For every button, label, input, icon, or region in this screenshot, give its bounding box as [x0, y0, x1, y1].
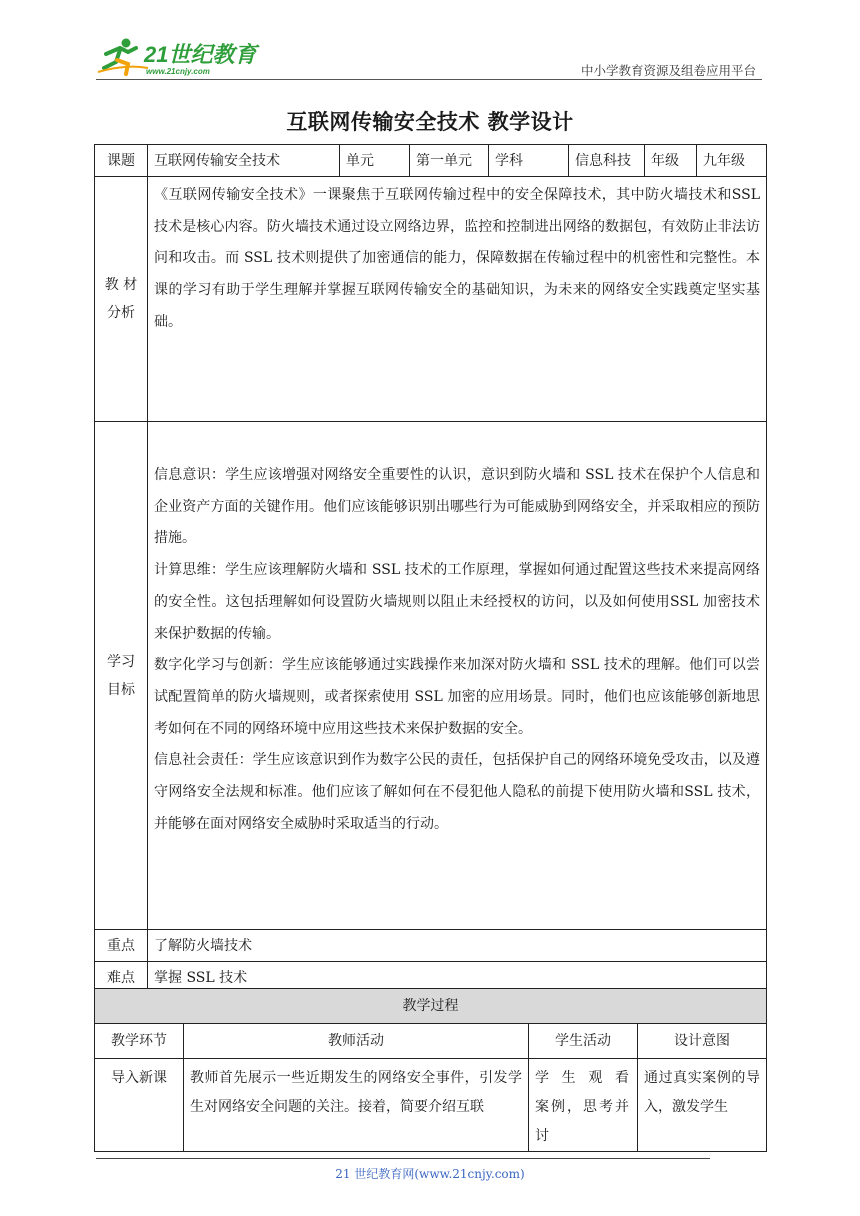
column-header: 教学环节: [95, 1024, 184, 1059]
material-label: 教 材 分析: [95, 177, 148, 422]
key-point-label: 重点: [95, 930, 148, 962]
goal-paragraph: 数字化学习与创新：学生应该能够通过实践操作来加深对防火墙和 SSL 技术的理解。他们可以尝试配置简单的防火墙规则，或者探索使用 SSL 加密的应用场景。同时，他们也应该能够创新地思考如何在不同的网络环境中应用这些技术来保护数据的安全。: [154, 657, 760, 737]
goal-paragraph: 计算思维：学生应该理解防火墙和 SSL 技术的工作原理，掌握如何通过配置这些技术来提高网络的安全性。这包括理解如何设置防火墙规则以阻止未经授权的访问，以及如何使用SSL 加密技术来保护数据的传输。: [154, 562, 760, 642]
course-label: 课题: [95, 145, 148, 177]
goals-label: 学习 目标: [95, 422, 148, 930]
footer-divider: [96, 1158, 710, 1159]
grade-value: 九年级: [697, 145, 767, 177]
learning-goals: [148, 422, 767, 930]
teaching-process-table: [94, 988, 767, 1152]
document-title: 互联网传输安全技术 教学设计: [286, 109, 574, 134]
svg-text:21世纪教育: 21世纪教育: [144, 42, 257, 67]
platform-name: 中小学教育资源及组卷应用平台: [580, 63, 756, 78]
key-point-value: 了解防火墙技术: [148, 930, 767, 962]
site-logo: [96, 36, 266, 78]
column-header: 教师活动: [184, 1024, 529, 1059]
key-point-row: [95, 930, 767, 962]
difficult-point-value: 掌握 SSL 技术: [148, 962, 767, 994]
goal-paragraph: 信息社会责任：学生应该意识到作为数字公民的责任，包括保护自己的网络环境免受攻击，以及遵守网络安全法规和标准。他们应该了解如何在不侵犯他人隐私的前提下使用防火墙和SSL 技术，并能够在面对网络安全威胁时采取适当的行动。: [154, 752, 760, 832]
svg-text:www.21cnjy.com: www.21cnjy.com: [146, 67, 210, 76]
column-header: 学生活动: [529, 1024, 638, 1059]
unit-label: 单元: [340, 145, 410, 177]
header-divider: [96, 79, 762, 80]
unit-value: 第一单元: [410, 145, 489, 177]
material-text: 《互联网传输安全技术》一课聚焦于互联网传输过程中的安全保障技术，其中防火墙技术和SSL 技术是核心内容。防火墙技术通过设立网络边界，监控和控制进出网络的数据包，有效防止非法访问和攻击。而 SSL 技术则提供了加密通信的能力，保障数据在传输过程中的机密性和完整性。本课的学习有助于学生理解并掌握互联网传输安全的基础知识，为未来的网络安全实践奠定坚实基础。: [154, 187, 760, 330]
runner-icon: [96, 36, 266, 78]
difficult-point-label: 难点: [95, 962, 148, 994]
lesson-info-table: [94, 144, 767, 994]
column-header: 设计意图: [638, 1024, 767, 1059]
design-intent-cell: 通过真实案例的导入，激发学生: [638, 1059, 767, 1152]
stage-cell: 导入新课: [95, 1059, 184, 1152]
subject-label: 学科: [489, 145, 569, 177]
course-value: 互联网传输安全技术: [148, 145, 340, 177]
grade-label: 年级: [645, 145, 697, 177]
subject-value: 信息科技: [569, 145, 645, 177]
goal-paragraph: 信息意识：学生应该增强对网络安全重要性的认识，意识到防火墙和 SSL 技术在保护个人信息和企业资产方面的关键作用。他们应该能够识别出哪些行为可能威胁到网络安全，并采取相应的预防措施。: [154, 467, 760, 547]
goals-row: [95, 422, 767, 930]
material-row: [95, 177, 767, 422]
teacher-activity-cell: 教师首先展示一些近期发生的网络安全事件，引发学生对网络安全问题的关注。接着，简要介绍互联: [184, 1059, 529, 1152]
process-heading-row: [95, 989, 767, 1024]
material-analysis: [148, 177, 767, 422]
process-heading: 教学过程: [95, 989, 767, 1024]
column-header-row: [95, 1024, 767, 1059]
table-row: [95, 1059, 767, 1152]
info-row: [95, 145, 767, 177]
footer-link[interactable]: 21 世纪教育网(www.21cnjy.com): [335, 1167, 525, 1181]
student-activity-cell: 学 生 观 看 案例，思考并讨: [529, 1059, 638, 1152]
